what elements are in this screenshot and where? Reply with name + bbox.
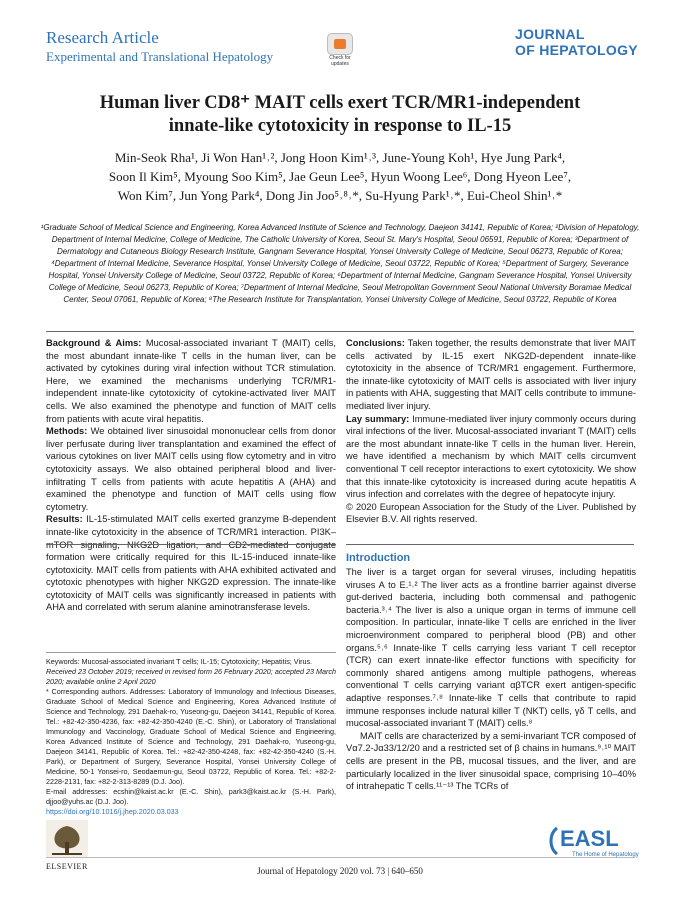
author-line-2: Soon Il Kim⁵, Myoung Soo Kim⁵, Jae Geun Lee⁵, Hyun Woong Lee⁶, Dong Hyeon Lee⁷,: [108, 169, 572, 184]
copyright: © 2020 European Association for the Study of the Liver. Published by Elsevier B.V. All rights reserved.: [346, 501, 636, 525]
affiliations: ¹Graduate School of Medical Science and Engineering, Korea Advanced Institute of Science and Technology, Daejeon 34141, Republic of Korea; ²Division of Hepatology, Department of Internal Medicine, College of Medicine, The Catholic University of Korea, Seoul St. Mary's Hospital, Seoul 06591, Republic of Korea; ³Department of Dermatology and Cutaneous Biology Research Institute, Gangnam Severance Hospital, Yonsei University College of Medicine, Seoul 06273, Republic of Korea; ⁴Department of Internal Medicine, Severance Hospital, Yonsei University College of Medicine, Seoul 03722, Republic of Korea; ⁵Department of Surgery, Severance Hospital, Yonsei University College of Medicine, Seoul 03722, Republic of Korea; ⁶Department of Internal Medicine, Gangnam Severance Hospital, Yonsei University College of Medicine, Seoul 06273, Republic of Korea; ⁷Department of Internal Medicine, Seoul Metropolitan Government Seoul National University Boramae Medical Center, Seoul 07061, Republic of Korea; ⁸The Research Institute for Transplantation, Yonsei University College of Medicine, Seoul 03722, Republic of Korea: [40, 223, 640, 304]
author-line-1: Min-Seok Rha¹, Ji Won Han¹˒², Jong Hoon Kim¹˒³, June-Young Koh¹, Hye Jung Park⁴,: [114, 150, 566, 165]
results-text: IL-15-stimulated MAIT cells exerted granzyme B-dependent innate-like cytotoxicity in the absence of TCR/MR1 interaction. PI3K– formation were critically required for this IL-15-induced innate-like cytotoxicity. MAIT cells from patients with AHA exhibited activated and cytotoxic phenotypes with higher NKG2D expression. The innate-like cytotoxicity of MAIT cells was significantly increased in patients with AHA and correlated with serum alanine aminotransferase levels.: [46, 514, 336, 613]
corresponding-authors: * Corresponding authors. Addresses: Laboratory of Immunology and Infectious Diseases, Graduate School of Medical Science and Engineering, Korea Advanced Institute of Science and Technology, 291 Daehak-ro, Yuseong-gu, Daejeon 34141, Republic of Korea. Tel.: +82-42-350-4236, fax: +82-42-350-4240 (E.-C. Shin), or Laboratory of Translational Immunology and Vaccinology, Graduate School of Medical Science and Engineering, Korea Advanced Institute of Science and Technology, 291 Daehak-ro, Yuseong-gu, Daejeon 34141, Republic of Korea. Tel.: +82-42-350-4248, fax: +82-42-350-4240 (S.-H. Park), or Department of Surgery, Severance Hospital, Yonsei University College of Medicine, 50-1 Yonsei-ro, Seodaemun-gu, Seoul 03722, Republic of Korea. Tel.: +82-2-2228-2131, fax: +82-2-313-8289 (D.J. Joo).: [46, 687, 336, 786]
elsevier-tree-logo: [46, 820, 88, 858]
journal-logo-line2: OF HEPATOLOGY: [515, 42, 638, 58]
introduction-body: [346, 566, 636, 793]
article-type: Research Article: [46, 28, 159, 47]
journal-section: Experimental and Translational Hepatology: [46, 49, 274, 64]
footnotes: [46, 657, 336, 817]
background-label: Background & Aims:: [46, 338, 142, 348]
abstract-bottom-rule-left: [46, 544, 336, 545]
methods-text: We obtained liver sinusoidal mononuclear cells from donor liver perfusate during liver transplantation and examined the effect of various cytokines on liver MAIT cells using flow cytometry and in vitro cytotoxicity assays. We also obtained peripheral blood and liver-infiltrating T cells from patients with acute hepatitis A (AHA) and examined the phenotype and function of MAIT cells using flow cytometry.: [46, 426, 336, 512]
footer-rule: [46, 857, 634, 858]
methods-label: Methods:: [46, 426, 88, 437]
lay-summary-text: Immune-mediated liver injury commonly occurs during viral infections of the liver. Mucosal-associated invariant T (MAIT) cells are the most abundant innate-like T cells in the human liver. Herein, we have identified a mechanism by which MAIT cells circumvent conventional T cell receptor interactions to exert cytotoxicity. We show that this innate-like cytotoxicity is increased during acute hepatitis A virus infection and correlates with the degree of hepatocyte injury.: [346, 413, 636, 500]
title-line-1: Human liver CD8⁺ MAIT cells exert TCR/MR1-independent: [99, 93, 581, 113]
abstract-top-rule: [46, 331, 634, 332]
abstract-bottom-rule-right: [346, 544, 634, 545]
abstract-methods: [46, 425, 336, 513]
conclusions-text: Taken together, the results demonstrate that liver MAIT cells activated by IL-15 exert NKG2D-dependent innate-like cytotoxicity in the absence of TCR/MR1 engagement. Furthermore, the innate-like cytotoxicity of MAIT cells is associated with liver injury in patients with AHA, suggesting that MAIT cells contribute to immune-mediated liver injury.: [346, 338, 636, 411]
results-label: Results:: [46, 514, 83, 525]
check-for-label: Check for: [329, 55, 351, 61]
intro-paragraph-2: MAIT cells are characterized by a semi-invariant TCR composed of Vα7.2-Jα33/12/20 and a restricted set of β chains in humans.⁹˒¹⁰ MAIT cells are present in the PB, mucosal tissues, and the liver, and are particularly localized in the liver sinusoidal space, comprising 10–40% of intrahepatic T cells.¹¹⁻¹³ The TCRs of: [346, 730, 636, 792]
lay-summary-label: Lay summary:: [346, 413, 410, 424]
journal-citation: Journal of Hepatology 2020 vol. 73 | 640–650: [257, 866, 423, 876]
lay-summary: [346, 413, 636, 501]
keywords: Keywords: Mucosal-associated invariant T cells; IL-15; Cytotoxicity; Hepatitis; Virus.: [46, 657, 313, 666]
easl-tagline: The Home of Hepatology: [572, 852, 639, 858]
easl-logo: EASL: [560, 826, 619, 851]
journal-logo-line1: JOURNAL: [515, 26, 585, 42]
author-list: [60, 148, 620, 205]
abstract-background: [46, 337, 336, 425]
abstract-conclusions: [346, 337, 636, 413]
updates-label: updates: [331, 61, 349, 67]
introduction-heading: Introduction: [346, 552, 411, 564]
publisher-name: ELSEVIER: [46, 862, 88, 871]
doi-link[interactable]: https://doi.org/10.1016/j.jhep.2020.03.033: [46, 807, 179, 816]
abstract-results: [46, 513, 336, 614]
easl-mark-icon: [547, 826, 559, 856]
article-title: [0, 92, 680, 138]
update-icon: [327, 33, 353, 55]
email-addresses: E-mail addresses: ecshin@kaist.ac.kr (E.-C. Shin), park3@kaist.ac.kr (S.-H. Park), djjoo@yuhs.ac (D.J. Joo).: [46, 787, 336, 806]
conclusions-label: Conclusions:: [346, 338, 405, 348]
received-dates: Received 23 October 2019; received in revised form 26 February 2020; accepted 23 March 2020; available online 2 April 2020: [46, 667, 336, 686]
abstract-left-column: [46, 337, 336, 614]
author-line-3: Won Kim⁷, Jun Yong Park⁴, Dong Jin Joo⁵˒⁸˒*, Su-Hyung Park¹˒*, Eui-Cheol Shin¹˒*: [117, 188, 563, 203]
background-text: Mucosal-associated invariant T (MAIT) cells, the most abundant innate-like T cells in the human liver, can be activated by cytokines during viral infection without TCR stimulation. Here, we examined the mechanisms underlying TCR/MR1-independent innate-like cytotoxicity of cytokine-activated liver MAIT cells. We also examined the phenotype and function of MAIT cells from patients with acute viral hepatitis.: [46, 338, 336, 424]
intro-paragraph-1: The liver is a target organ for several viruses, including hepatitis viruses A to E.¹˒² The liver acts as a frontline barrier against diverse gut-derived bacteria, including both commensal and pathogenic bacteria.³˒⁴ The liver is also a unique organ in terms of immune cell composition. In particular, innate-like T cells are enriched in the liver microenvironment compared to peripheral blood (PB) and other organs.⁵˒⁶ Innate-like T cells carrying less variant T cell receptor (TCR) can exert innate-like effector functions with specificity for commonly shared antigens among multiple pathogens, whereas conventional T cells carrying variant αβTCR exert antigen-specific adaptive responses.⁷˒⁸ Innate-like T cells that contribute to rapid immune responses include natural killer T (NKT) cells, γδ T cells, and mucosal-associated invariant T (MAIT) cells.⁸: [346, 567, 636, 729]
footnote-rule: [46, 652, 336, 653]
abstract-right-column: [346, 337, 636, 526]
title-line-2: innate-like cytotoxicity in response to IL-15: [168, 116, 512, 136]
check-for-updates-button[interactable]: [320, 33, 360, 67]
